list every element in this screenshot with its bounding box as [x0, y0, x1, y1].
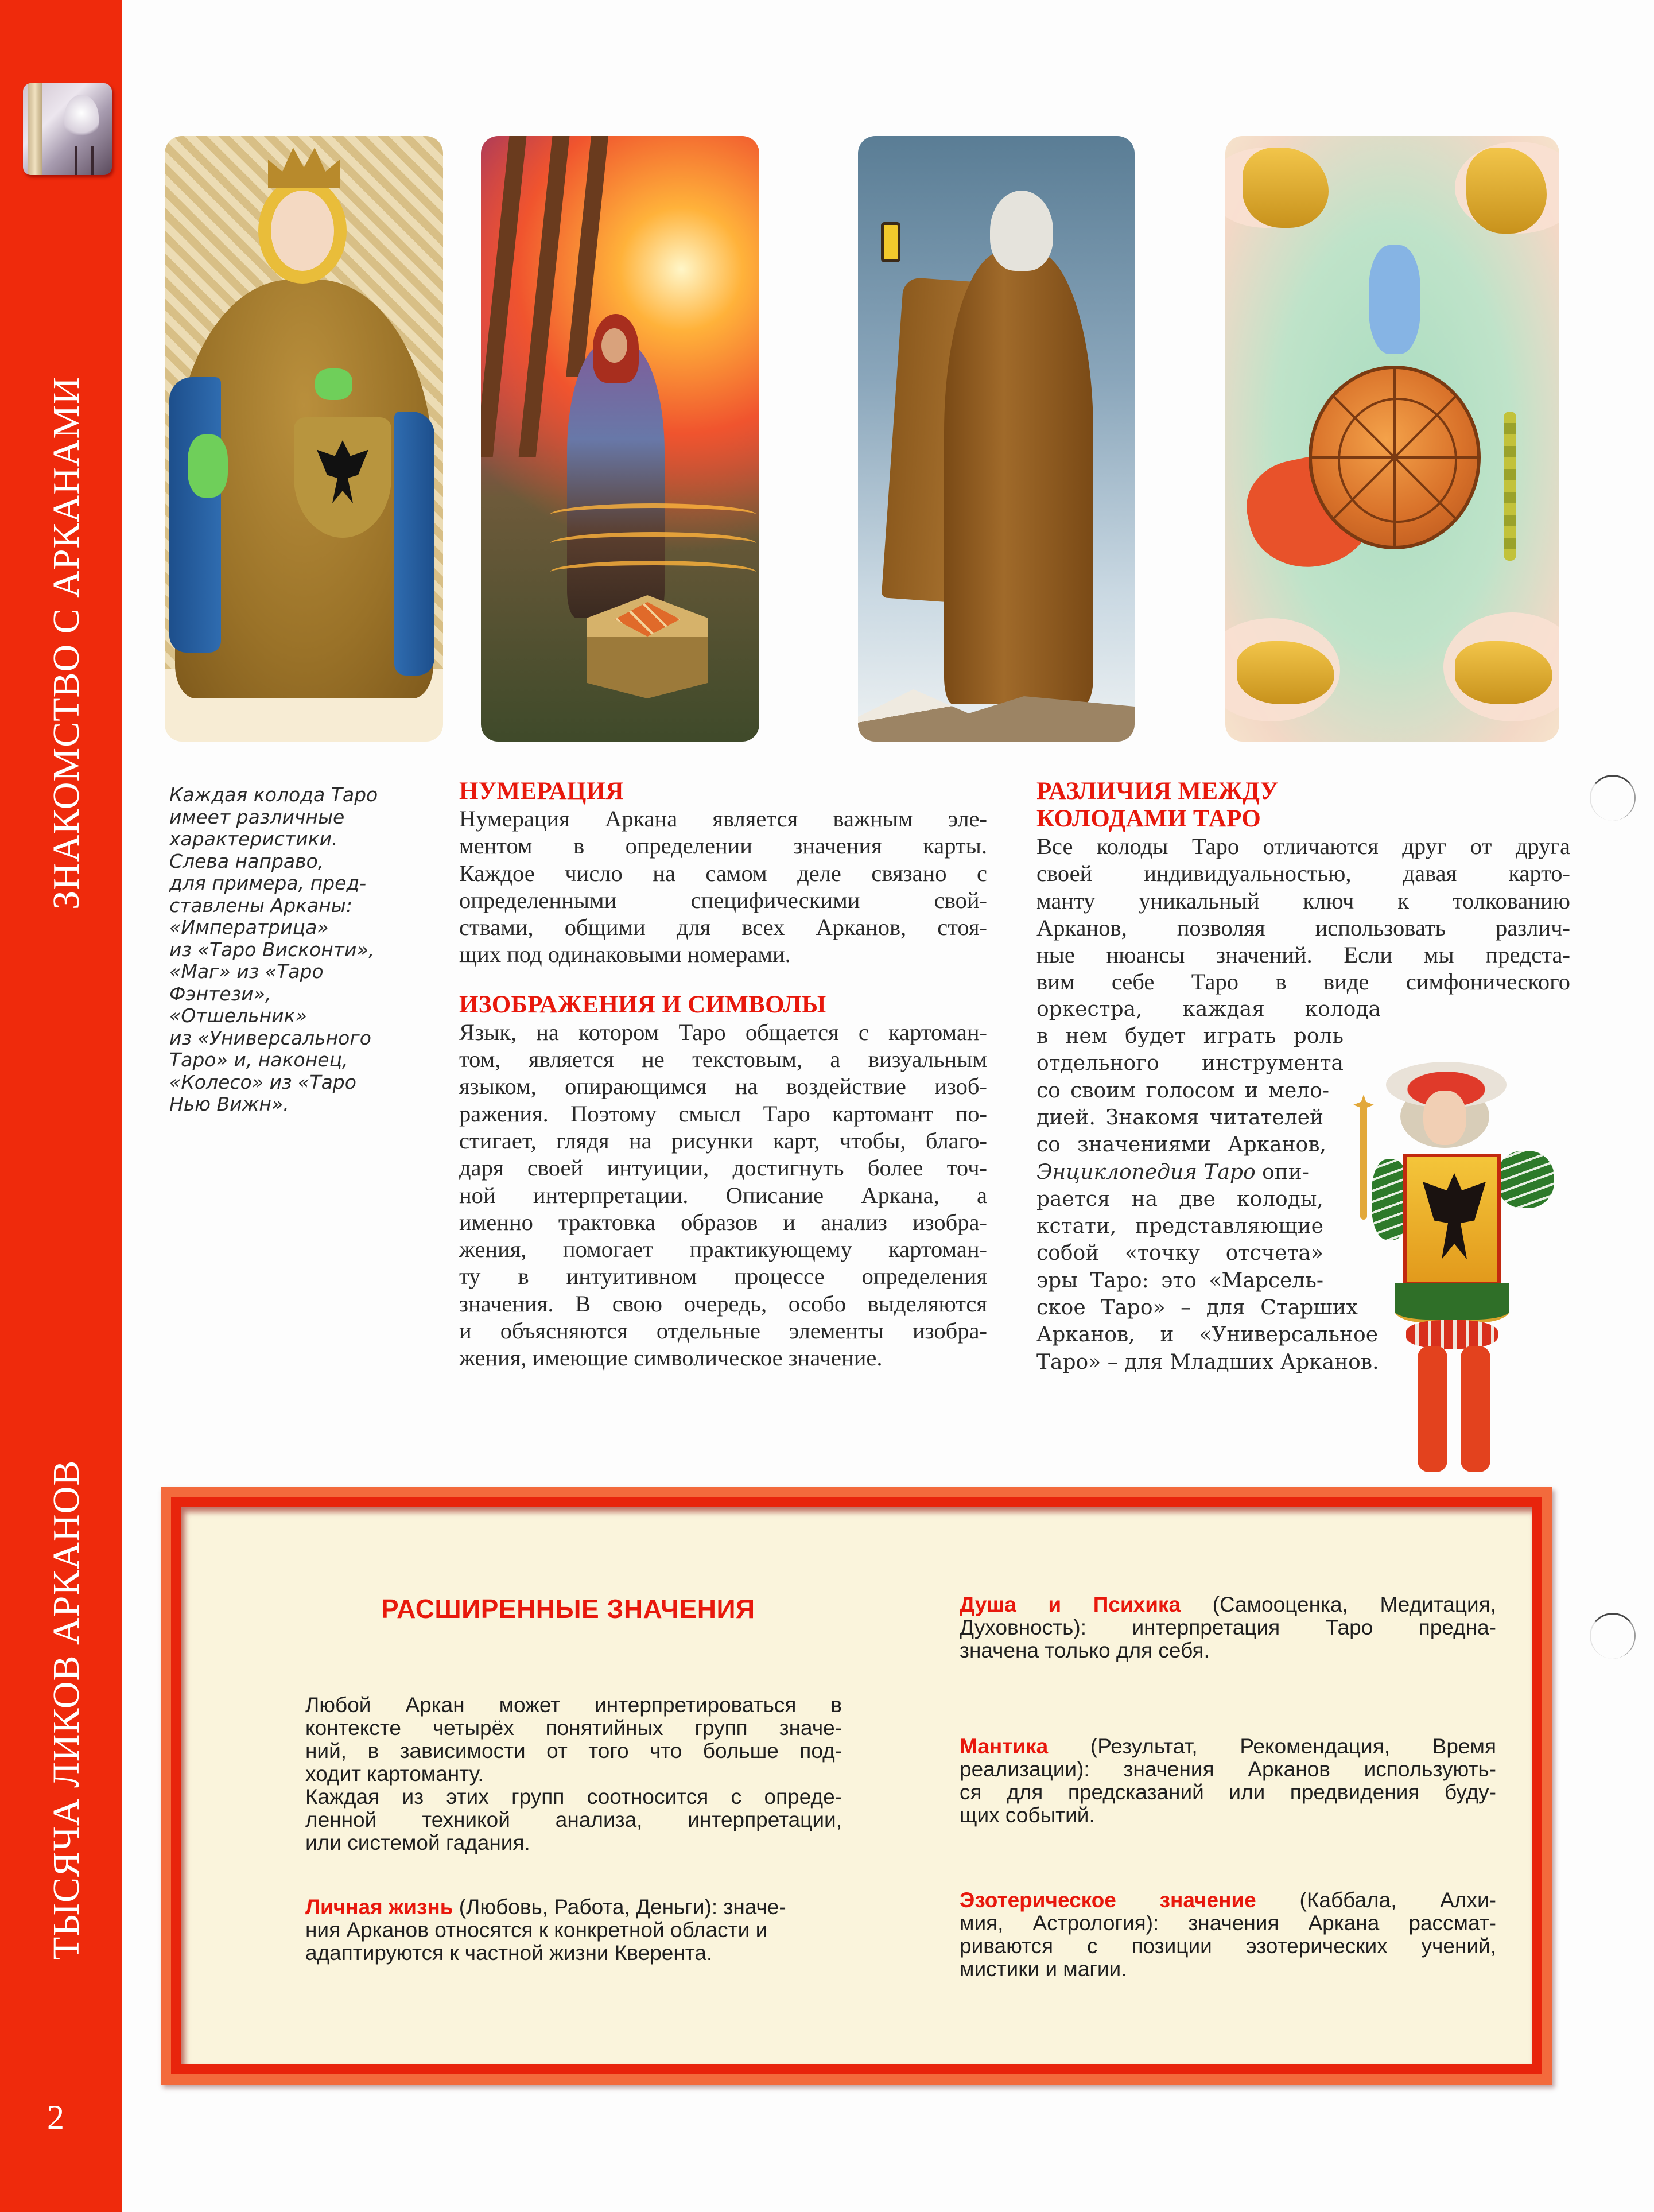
text-line: Арканов, позволяя использовать различ-: [1036, 914, 1570, 941]
text-line: мия, Астрология): значения Аркана рассмат-: [960, 1911, 1496, 1935]
caption-line: Таро» и, наконец,: [169, 1049, 348, 1071]
crown-icon: [268, 148, 340, 188]
text-line: дией. Знакомя читателей: [1036, 1105, 1323, 1130]
text-line: Любой Аркан может интерпретироваться в: [305, 1693, 842, 1717]
text-line: даря своей интуиции, достигнуть более точ-: [459, 1155, 987, 1181]
text-line: ствами, общими для всех Арканов, стоя-: [459, 914, 987, 941]
book-title-vertical: ТЫСЯЧА ЛИКОВ АРКАНОВ: [45, 1460, 87, 1960]
caption-line: Каждая колода Таро: [169, 783, 378, 806]
text-line: Арканов, и «Универсальное: [1036, 1323, 1378, 1347]
box-content: [181, 1507, 1532, 2064]
text-line: [960, 1889, 1496, 1912]
box-intro: [305, 1694, 842, 1854]
lantern-icon: [881, 222, 900, 262]
encyclopedia-title: Энциклопедия Таро: [1036, 1160, 1256, 1184]
text-line: вим себе Таро в виде симфонического: [1036, 969, 1570, 995]
text-line: адаптируются к частной жизни Кверента.: [305, 1941, 713, 1965]
text-line: [960, 1735, 1496, 1758]
heading-numeration: НУМЕРАЦИЯ: [459, 778, 624, 805]
text-line: риваются с позиции эзотерических учений,: [960, 1934, 1496, 1958]
text-line: рается на две колоды,: [1036, 1187, 1323, 1211]
text-line: реализации): значения Арканов использують-: [960, 1757, 1496, 1781]
text-fragment: (Результат, Рекомендация, Время: [1048, 1734, 1496, 1758]
box-frame: [171, 1497, 1542, 2074]
text-line: ментом в определении значения карты.: [459, 833, 987, 859]
green-glove-shape: [315, 368, 352, 400]
text-fragment: (Каббала, Алхи-: [1256, 1888, 1497, 1912]
text-line: и объясняются отдельные элементы изобра-: [459, 1318, 987, 1344]
text-line: том, является не текстовым, а визуальным: [459, 1046, 987, 1073]
text-line: ные нюансы значений. Если мы предста-: [1036, 942, 1570, 968]
caption-line: Фэнтези»,: [169, 982, 271, 1005]
blue-mantle-shape: [169, 377, 221, 653]
caption-line: ставлены Арканы:: [169, 894, 352, 917]
wheel-of-fortune-icon: [1309, 366, 1481, 549]
paragraph-images-symbols: [459, 1019, 987, 1372]
hood-shape: [990, 191, 1053, 271]
eagle-tabard-icon: [1403, 1154, 1501, 1286]
caption-line: для примера, пред-: [169, 872, 367, 894]
sidebar: [0, 0, 122, 2212]
magician-face-shape: [601, 328, 627, 363]
caption-line: «Маг» из «Таро: [169, 960, 324, 983]
text-line: ной интерпретации. Описание Аркана, а: [459, 1182, 987, 1208]
binder-hole-icon: [1590, 775, 1636, 821]
caption-line: Нью Вижн».: [169, 1093, 289, 1115]
text-line: [1036, 1159, 1323, 1186]
green-skirt-shape: [1395, 1283, 1509, 1323]
extended-meanings-box: [161, 1487, 1552, 2085]
heading-line: РАЗЛИЧИЯ МЕЖДУ: [1036, 778, 1279, 805]
text-line: жения, помогает практикующему картоман-: [459, 1236, 987, 1263]
text-line: щих под одинаковыми номерами.: [459, 941, 791, 968]
group-mantic: [960, 1735, 1496, 1827]
text-line: в нем будет играть роль: [1036, 1024, 1344, 1049]
tree-shape: [481, 136, 526, 457]
text-line: именно трактовка образов и анализ изобра-: [459, 1209, 987, 1235]
eagle-shield-icon: [294, 417, 391, 538]
caption-line: «Императрица»: [169, 916, 329, 938]
text-line: ленной техникой анализа, интерпретации,: [305, 1808, 842, 1831]
paragraph-deck-differences: [1036, 833, 1570, 996]
text-line: языком, опирающимся на воздействие изоб-: [459, 1073, 987, 1100]
sphinx-icon: [1369, 245, 1420, 354]
heading-deck-differences: [1036, 778, 1570, 833]
text-line: своей индивидуальностью, давая карто-: [1036, 860, 1570, 887]
text-line: ходит картоманту.: [305, 1762, 484, 1786]
text-line: значения. В свою очередь, особо выделяются: [459, 1290, 987, 1317]
binder-hole-icon: [1590, 1613, 1636, 1659]
text-line: ний, в зависимости от того что больше под-: [305, 1739, 842, 1763]
text-line: стигает, глядя на рисунки карт, чтобы, благо-: [459, 1127, 987, 1154]
text-line: жения, имеющие символическое значение.: [459, 1345, 883, 1371]
section-title-vertical: ЗНАКОМСТВО С АРКАНАМИ: [45, 377, 87, 910]
group-term: Эзотерическое значение: [960, 1888, 1256, 1912]
text-line: ся для предсказаний или предвидения буду-: [960, 1780, 1496, 1804]
hourglass-icon: [75, 146, 94, 175]
text-line: Все колоды Таро отличаются друг от друга: [1036, 833, 1570, 859]
red-leg-shape: [1461, 1346, 1490, 1472]
group-term: Мантика: [960, 1734, 1049, 1758]
text-line: собой «точку отсчета»: [1036, 1241, 1323, 1266]
hermit-card-image: [858, 136, 1135, 742]
pillar-shape: [28, 83, 42, 175]
text-line: Каждая из этих групп соотносится с опреде-: [305, 1785, 842, 1809]
text-line: ское Таро» – для Старших: [1036, 1296, 1358, 1320]
text-line: контексте четырёх понятийных групп значе-: [305, 1716, 842, 1740]
landsknecht-illustration: [1360, 1050, 1550, 1481]
caption-line: из «Таро Висконти»,: [169, 938, 375, 961]
caption-line: из «Универсального: [169, 1026, 371, 1049]
text-line: эры Таро: это «Марсель-: [1036, 1268, 1323, 1293]
empress-head-shape: [271, 191, 334, 271]
column-middle: [459, 778, 987, 1372]
text-line: манту уникальный ключ к толкованию: [1036, 887, 1570, 914]
text-line: значена только для себя.: [960, 1639, 1210, 1662]
caption-line: Слева направо,: [169, 849, 324, 872]
text-line: Язык, на котором Таро общается с картоман-: [459, 1019, 987, 1045]
green-sleeve-shape: [1497, 1151, 1554, 1208]
text-line: ния Арканов относятся к конкретной области и: [305, 1918, 768, 1942]
text-line: щих событий.: [960, 1803, 1095, 1827]
text-line: Духовность): интерпретация Таро предна-: [960, 1616, 1496, 1639]
wheel-card-image: [1225, 136, 1559, 742]
text-line: оркестра, каждая колода: [1036, 997, 1381, 1021]
paragraph-numeration: [459, 805, 987, 968]
text-line: [305, 1896, 842, 1919]
sceptre-icon: [1360, 1105, 1367, 1220]
text-line: Каждое число на самом деле связано с: [459, 860, 987, 886]
text-line: отдельного инструмента: [1036, 1051, 1344, 1076]
text-fragment: (Самооценка, Медитация,: [1181, 1593, 1497, 1616]
snake-icon: [1504, 412, 1516, 561]
brown-robe-shape: [944, 251, 1093, 704]
eagle-icon: [1243, 148, 1329, 228]
empress-card-image: [165, 136, 443, 742]
caption-line: «Колесо» из «Таро: [169, 1070, 356, 1093]
text-fragment: (Любовь, Работа, Деньги): значе-: [453, 1895, 786, 1919]
group-personal-life: [305, 1896, 842, 1965]
green-glove-shape: [188, 434, 228, 498]
fire-swirl-shape: [550, 561, 756, 584]
text-line: мистики и магии.: [960, 1957, 1127, 1981]
text-line: кстати, представляющие: [1036, 1214, 1323, 1239]
face-shape: [1423, 1091, 1466, 1145]
text-line: со значениями Арканов,: [1036, 1133, 1326, 1157]
group-esoteric: [960, 1889, 1496, 1981]
caption-line: имеет различные: [169, 805, 345, 828]
heading-line: КОЛОДАМИ ТАРО: [1036, 805, 1261, 832]
text-line: [960, 1593, 1496, 1616]
text-line: Нумерация Аркана является важным эле-: [459, 806, 987, 832]
fire-swirl-shape: [550, 503, 756, 526]
group-term: Душа и Психика: [960, 1593, 1181, 1616]
text-line: ту в интуитивном процессе определения: [459, 1263, 987, 1290]
group-soul-psyche: [960, 1593, 1496, 1662]
text-line: Таро» – для Младших Арканов.: [1036, 1350, 1379, 1374]
box-title: РАСШИРЕННЫЕ ЗНАЧЕНИЯ: [381, 1594, 755, 1624]
text-line: определенными специфическими свой-: [459, 887, 987, 913]
heading-images-symbols: ИЗОБРАЖЕНИЯ И СИМВОЛЫ: [459, 991, 826, 1018]
tree-shape: [519, 136, 570, 457]
fire-swirl-shape: [550, 532, 756, 555]
cards-caption: [169, 784, 399, 1116]
page-number: 2: [47, 2098, 64, 2136]
old-man-face-shape: [64, 95, 99, 141]
striped-breeches-shape: [1406, 1320, 1498, 1349]
group-term: Личная жизнь: [305, 1895, 453, 1919]
red-leg-shape: [1418, 1346, 1447, 1472]
text-line: или системой гадания.: [305, 1831, 530, 1854]
caption-line: характеристики.: [169, 828, 338, 850]
caption-line: «Отшельник»: [169, 1004, 307, 1027]
text-line: ражения. Поэтому смысл Таро картомант по-: [459, 1100, 987, 1127]
blue-mantle-shape: [394, 412, 434, 676]
magician-card-image: [481, 136, 759, 742]
hermit-thumbnail-image: [23, 83, 112, 175]
text-fragment: опи-: [1255, 1160, 1309, 1184]
text-line: со своим голосом и мело-: [1036, 1078, 1329, 1103]
